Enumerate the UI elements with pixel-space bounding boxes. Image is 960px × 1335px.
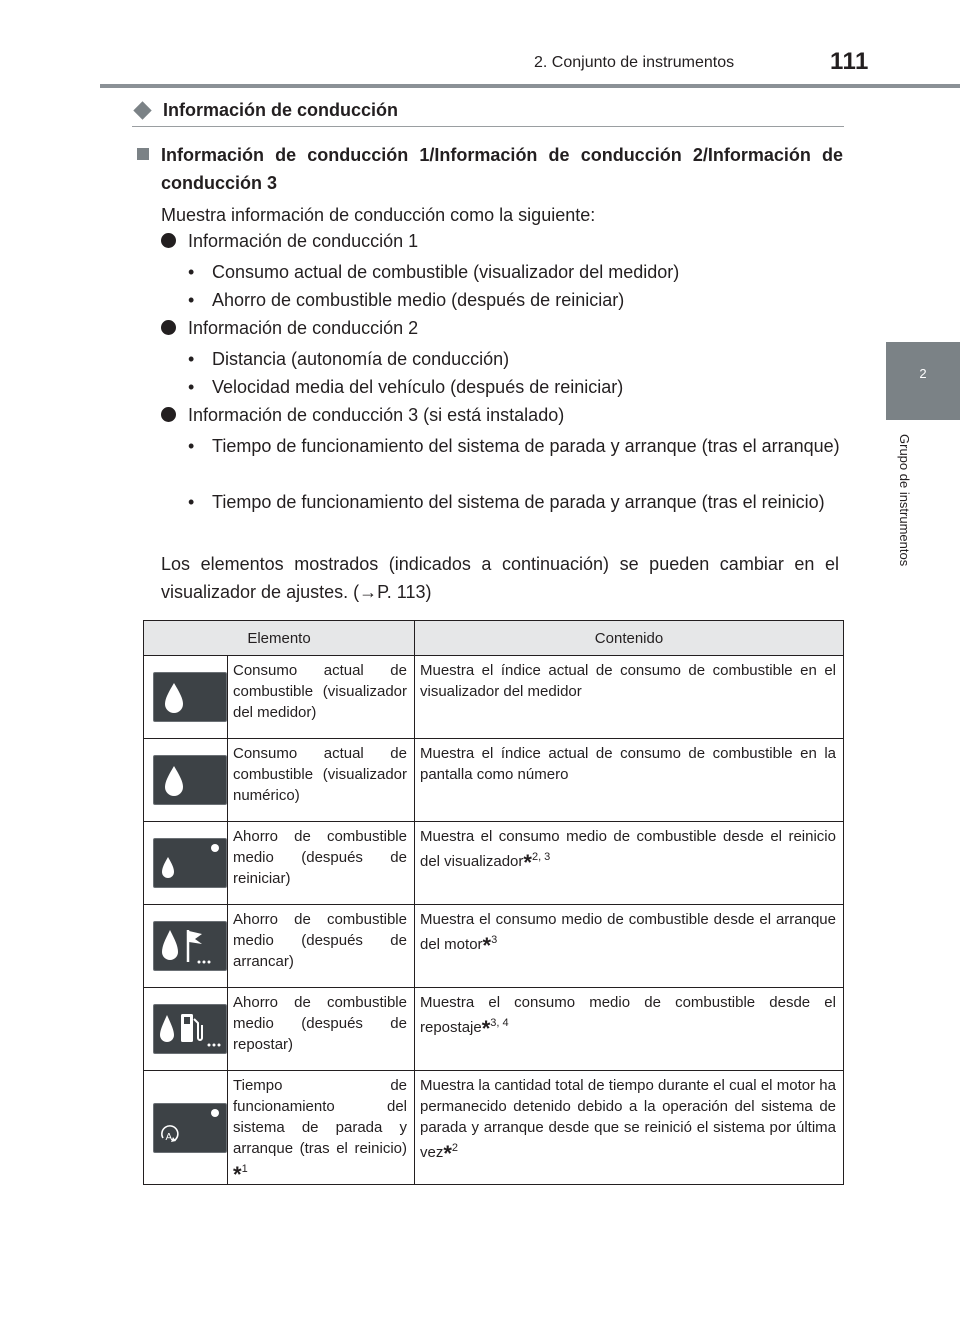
column-header-content: Contenido bbox=[415, 621, 844, 656]
side-tab bbox=[886, 342, 960, 420]
bullet-icon bbox=[161, 233, 176, 248]
table-cell-content: Muestra el consumo medio de combustible desde el repostaje*$^{3, 4}$ bbox=[415, 988, 844, 1071]
table-cell-content: Muestra el consumo medio de combustible desde el reinicio del visualizador*$^{2, 3}$ bbox=[415, 822, 844, 905]
table-cell-item: Ahorro de combustible medio (después de arrancar) bbox=[228, 905, 415, 988]
table-cell-item: Ahorro de combustible medio (después de reiniciar) bbox=[228, 822, 415, 905]
column-header-item: Elemento bbox=[144, 621, 415, 656]
list-item: • Consumo actual de combustible (visualizador del medidor) bbox=[188, 262, 680, 282]
section-heading bbox=[132, 100, 398, 121]
stop-start-reset-icon bbox=[153, 1103, 227, 1153]
table-row bbox=[144, 656, 844, 739]
table-row bbox=[144, 905, 844, 988]
fuel-drop-reset-icon bbox=[153, 838, 227, 888]
subheading-text: Información de conducción 1/Información de conducción 2/Información de conducción 3 bbox=[161, 145, 843, 193]
list-item: • Distancia (autonomía de conducción) bbox=[188, 349, 510, 369]
list-item: • Velocidad media del vehículo (después de reiniciar) bbox=[188, 377, 624, 397]
table-cell-content: Muestra el consumo medio de combustible desde el arranque del motor*$^3$ bbox=[415, 905, 844, 988]
square-bullet-icon bbox=[137, 148, 149, 160]
table-cell-item: Consumo actual de combustible (visualizador del medidor) bbox=[228, 656, 415, 739]
table-cell-item: Tiempo de funcionamiento del sistema de parada y arranque (tras el reinicio) *$^1$ bbox=[228, 1071, 415, 1185]
page-header-title: 2. Conjunto de instrumentos bbox=[534, 54, 735, 71]
fuel-drop-numeric-icon bbox=[153, 755, 227, 805]
bullet-icon bbox=[161, 407, 176, 422]
section-heading-text: Información de conducción bbox=[163, 100, 399, 120]
table-cell-content: Muestra el índice actual de consumo de combustible en el visualizador del medidor bbox=[415, 656, 844, 739]
diamond-icon bbox=[133, 101, 151, 119]
group-title: Información de conducción 1 bbox=[161, 231, 418, 252]
header-rule bbox=[100, 84, 960, 88]
fuel-drop-flag-icon bbox=[153, 921, 227, 971]
table-cell-content: Muestra la cantidad total de tiempo durante el cual el motor ha permanecido detenido debido a la operación del sistema de parada y arranque desde que se reinició el sistema por última vez*$^2$ bbox=[415, 1071, 844, 1185]
subheading bbox=[137, 141, 843, 197]
table-row bbox=[144, 822, 844, 905]
list-item: • Ahorro de combustible medio (después de reiniciar) bbox=[188, 290, 625, 310]
display-items-table bbox=[143, 620, 844, 1185]
list-item: • Tiempo de funcionamiento del sistema de parada y arranque (tras el reinicio) bbox=[188, 492, 825, 512]
intro-paragraph: Muestra información de conducción como la siguiente: bbox=[161, 205, 596, 225]
list-item: • Tiempo de funcionamiento del sistema de parada y arranque (tras el arranque) bbox=[188, 436, 840, 456]
bullet-icon bbox=[161, 320, 176, 335]
table-row bbox=[144, 988, 844, 1071]
table-cell-item: Ahorro de combustible medio (después de repostar) bbox=[228, 988, 415, 1071]
page-number: 111 bbox=[830, 48, 869, 75]
fuel-drop-bar-icon bbox=[153, 672, 227, 722]
fuel-drop-pump-icon bbox=[153, 1004, 227, 1054]
table-row bbox=[144, 739, 844, 822]
side-tab-label: Grupo de instrumentos bbox=[897, 434, 912, 567]
group-title: Información de conducción 2 bbox=[161, 318, 418, 339]
group-title: Información de conducción 3 (si está instalado) bbox=[161, 405, 564, 426]
svg-text:A: A bbox=[165, 1131, 173, 1143]
closing-paragraph: Los elementos mostrados (indicados a continuación) se pueden cambiar en el visualizador de ajustes. (→P. 113) bbox=[161, 554, 839, 602]
table-row bbox=[144, 1071, 844, 1185]
table-header-row bbox=[144, 621, 844, 656]
table-cell-item: Consumo actual de combustible (visualizador numérico) bbox=[228, 739, 415, 822]
heading-rule bbox=[132, 126, 844, 127]
side-tab-number: 2 bbox=[919, 366, 927, 381]
table-cell-content: Muestra el índice actual de consumo de combustible en la pantalla como número bbox=[415, 739, 844, 822]
